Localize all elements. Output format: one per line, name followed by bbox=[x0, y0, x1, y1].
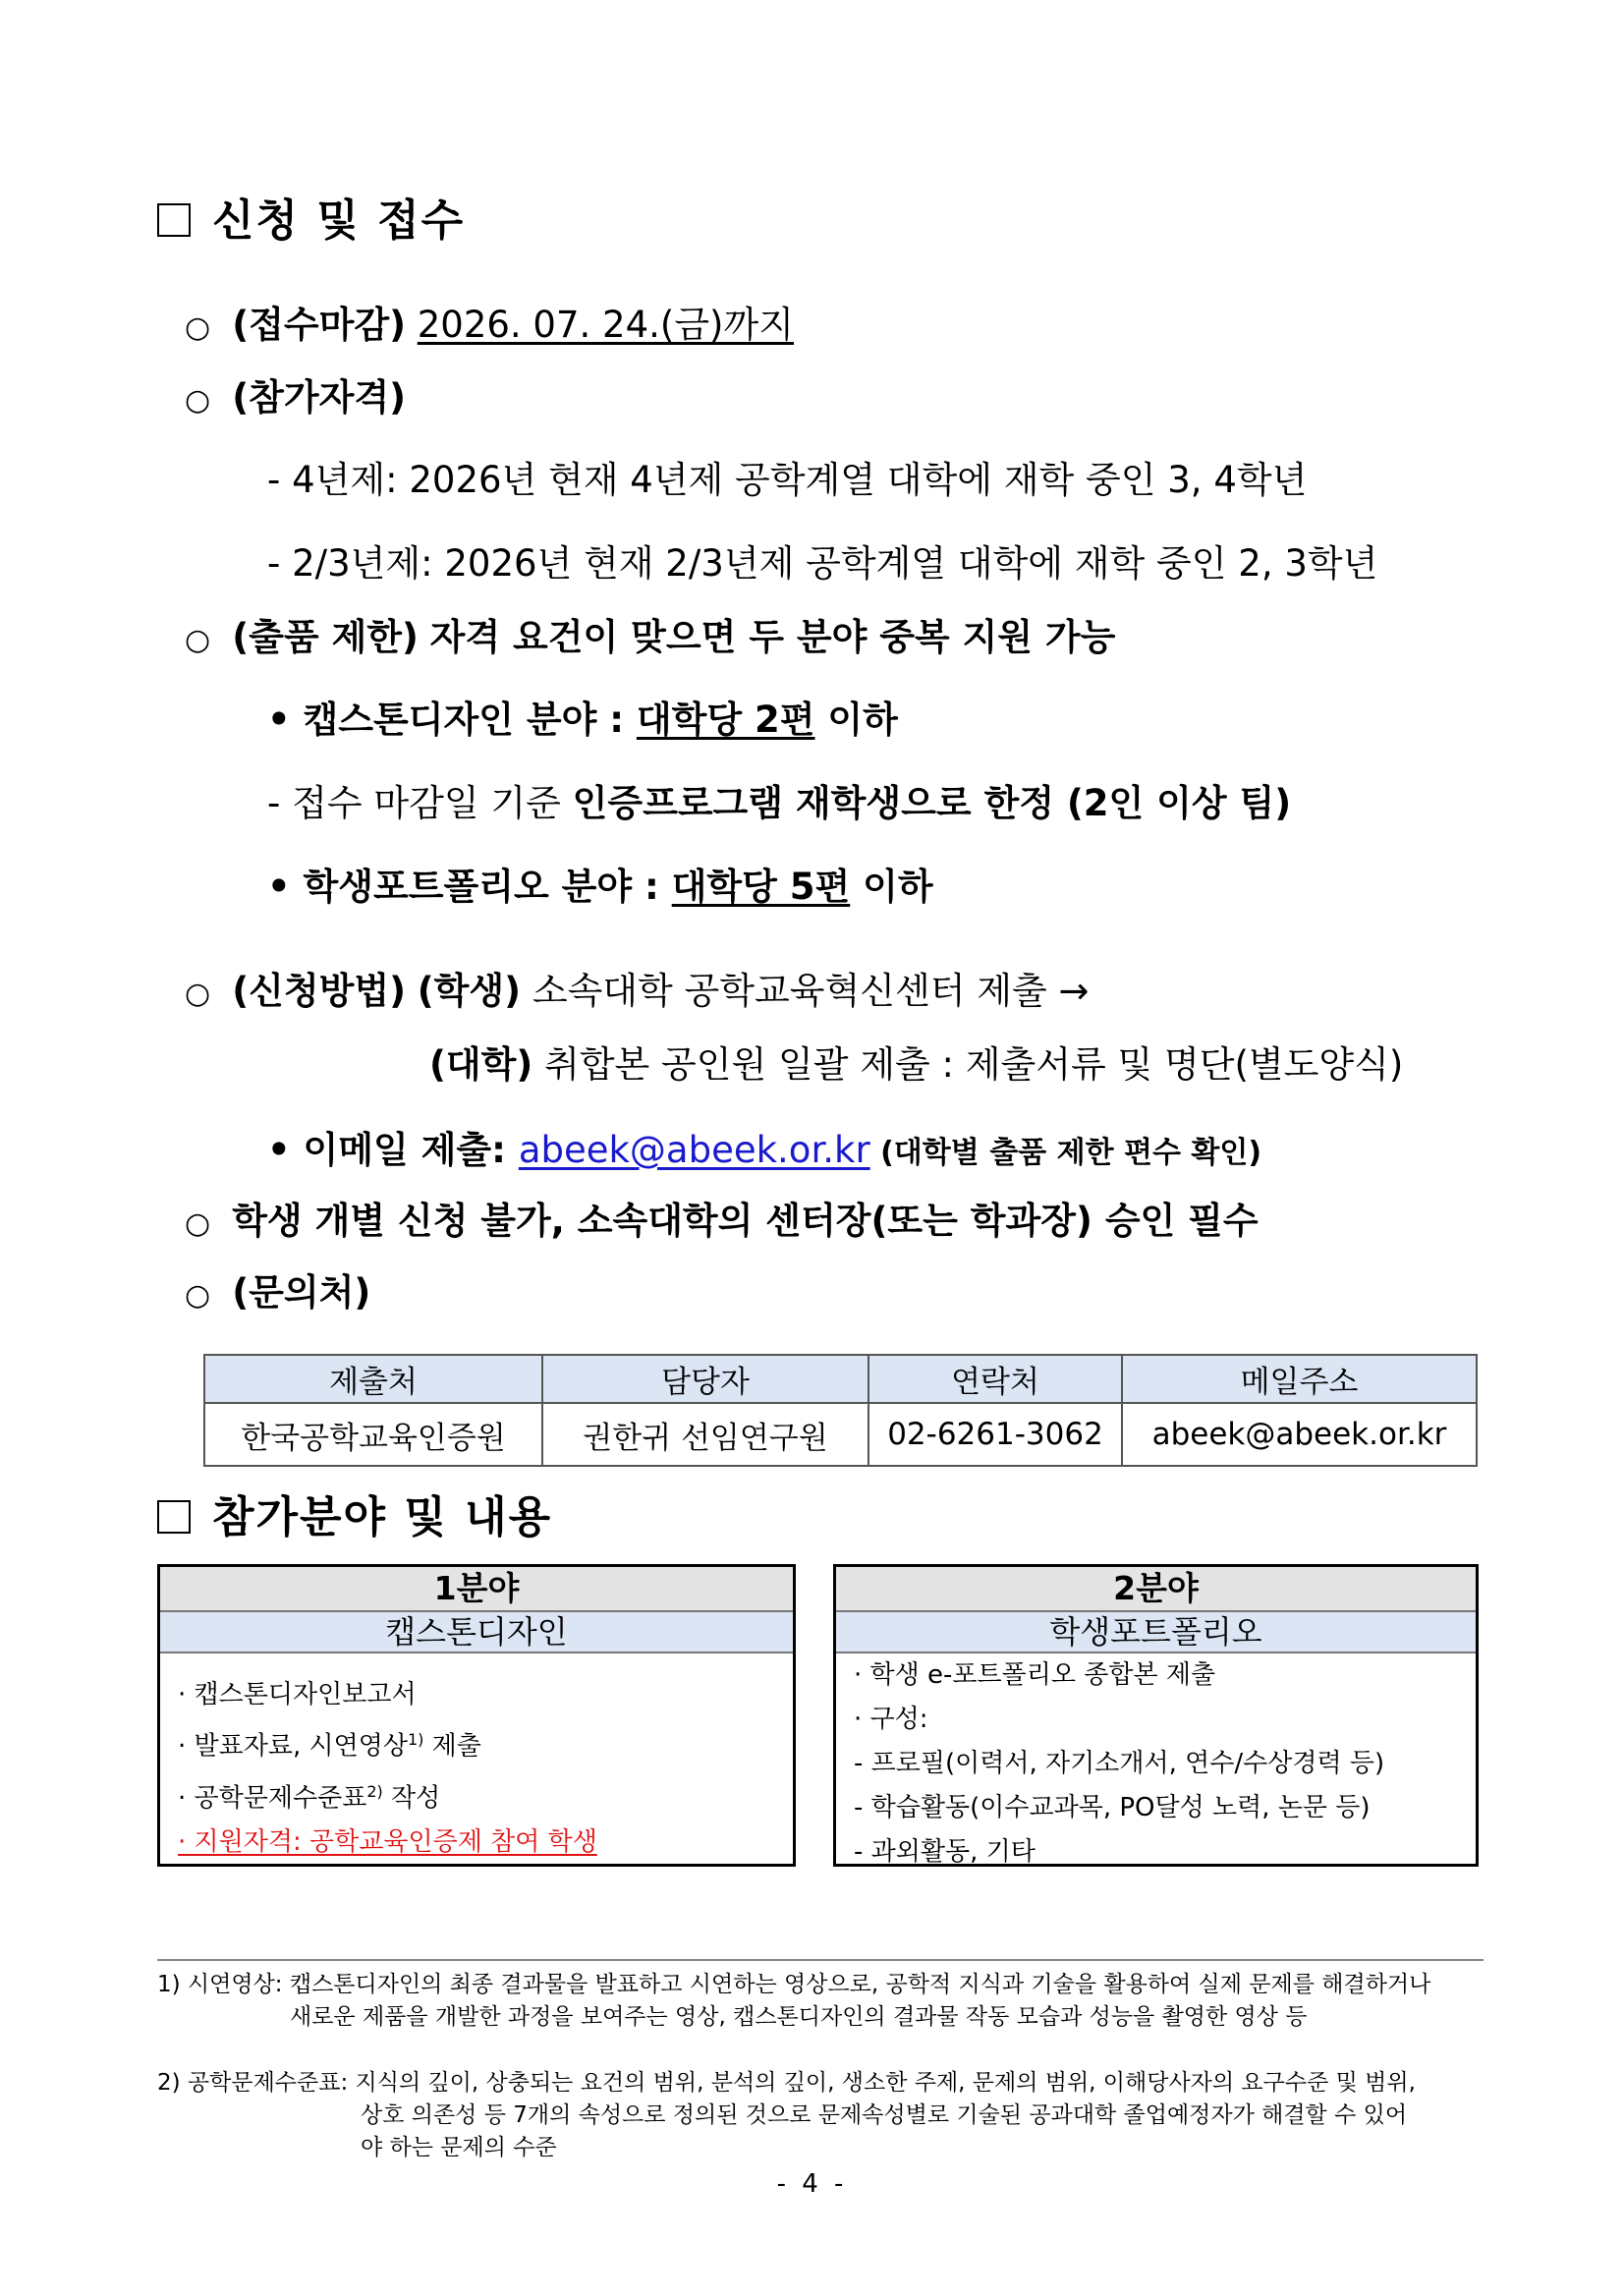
qualification-4yr: - 4년제: 2026년 현재 4년제 공학계열 대학에 재학 중인 3, 4학년 bbox=[267, 459, 1308, 501]
circle-bullet-icon: ○ bbox=[185, 310, 211, 345]
method-line: ○ (신청방법) (학생) 소속대학 공학교육혁신센터 제출 → bbox=[185, 970, 1090, 1012]
footnote-2-line2: 상호 의존성 등 7개의 속성으로 정의된 것으로 문제속성별로 기술된 공과대학 졸업예정자가 해결할 수 있어 bbox=[361, 2102, 1408, 2128]
email-link[interactable]: abeek@abeek.or.kr bbox=[518, 1129, 870, 1171]
list-item: · 구성: bbox=[854, 1705, 928, 1734]
contact-cell-email[interactable]: abeek@abeek.or.kr bbox=[1122, 1403, 1477, 1466]
circle-bullet-icon: ○ bbox=[185, 383, 211, 418]
contact-header-cell: 담당자 bbox=[542, 1355, 868, 1403]
footnote-divider bbox=[157, 1959, 1484, 1961]
contact-cell-person: 권한귀 선임연구원 bbox=[542, 1403, 868, 1466]
page-number: - 4 - bbox=[776, 2169, 848, 2199]
list-item: · 학생 e-포트폴리오 종합본 제출 bbox=[854, 1660, 1216, 1690]
field2-body bbox=[836, 1653, 1476, 1884]
checkbox-square-icon bbox=[157, 1500, 191, 1534]
field1-box bbox=[157, 1564, 796, 1867]
contact-header-cell: 메일주소 bbox=[1122, 1355, 1477, 1403]
list-item: · 발표자료, 시연영상$^{1)}$ 제출 bbox=[178, 1730, 481, 1762]
footnote-2-line1: 2) 공학문제수준표: 지식의 깊이, 상충되는 요건의 범위, 분석의 깊이, 생소한 주제, 문제의 범위, 이해당사자의 요구수준 및 범위, bbox=[157, 2070, 1416, 2096]
portfolio-limit: • 학생포트폴리오 분야 : 대학당 5편 이하 bbox=[267, 866, 933, 908]
contact-header-cell: 연락처 bbox=[868, 1355, 1122, 1403]
contact-cell-org: 한국공학교육인증원 bbox=[204, 1403, 542, 1466]
list-item: - 프로필(이력서, 자기소개서, 연수/수상경력 등) bbox=[854, 1749, 1385, 1778]
list-item: - 과외활동, 기타 bbox=[854, 1837, 1036, 1867]
email-line: • 이메일 제출: abeek@abeek.or.kr (대학별 출품 제한 편수 확인) bbox=[267, 1129, 1262, 1171]
contact-header-cell: 제출처 bbox=[204, 1355, 542, 1403]
field2-head: 2분야 bbox=[836, 1567, 1476, 1612]
capstone-note: - 접수 마감일 기준 인증프로그램 재학생으로 한정 (2인 이상 팀) bbox=[267, 782, 1292, 824]
contact-table-header bbox=[204, 1355, 1477, 1403]
field1-body bbox=[160, 1653, 793, 1875]
list-item: - 학습활동(이수교과목, PO달성 노력, 논문 등) bbox=[854, 1793, 1371, 1822]
table-row bbox=[204, 1403, 1477, 1466]
contact-cell-phone: 02-6261-3062 bbox=[868, 1403, 1122, 1466]
checkbox-square-icon bbox=[157, 203, 191, 237]
field1-sub: 캡스톤디자인 bbox=[160, 1612, 793, 1653]
section-heading-application: 신청 및 접수 bbox=[157, 185, 465, 248]
circle-bullet-icon: ○ bbox=[185, 1206, 211, 1241]
list-item: · 공학문제수준표$^{2)}$ 작성 bbox=[178, 1781, 441, 1814]
section-heading-fields: 참가분야 및 내용 bbox=[157, 1482, 552, 1544]
circle-bullet-icon: ○ bbox=[185, 977, 211, 1011]
limit-line: ○ (출품 제한) 자격 요건이 맞으면 두 분야 중복 지원 가능 bbox=[185, 616, 1116, 658]
individual-note: ○ 학생 개별 신청 불가, 소속대학의 센터장(또는 학과장) 승인 필수 bbox=[185, 1200, 1259, 1242]
field2-sub: 학생포트폴리오 bbox=[836, 1612, 1476, 1653]
capstone-limit: • 캡스톤디자인 분야 : 대학당 2편 이하 bbox=[267, 699, 898, 741]
qualification-23yr: - 2/3년제: 2026년 현재 2/3년제 공학계열 대학에 재학 중인 2, 3학년 bbox=[267, 542, 1378, 585]
circle-bullet-icon: ○ bbox=[185, 1278, 211, 1313]
circle-bullet-icon: ○ bbox=[185, 623, 211, 657]
deadline-value: 2026. 07. 24.(금)까지 bbox=[417, 304, 794, 346]
footnote-1-line2: 새로운 제품을 개발한 과정을 보여주는 영상, 캡스톤디자인의 결과물 작동 모습과 성능을 촬영한 영상 등 bbox=[290, 2004, 1308, 2030]
deadline-line: ○ (접수마감) 2026. 07. 24.(금)까지 bbox=[185, 304, 794, 346]
qualification-line: ○ (참가자격) bbox=[185, 376, 406, 419]
contact-table bbox=[203, 1354, 1478, 1467]
footnote-1-line1: 1) 시연영상: 캡스톤디자인의 최종 결과물을 발표하고 시연하는 영상으로, 공학적 지식과 기술을 활용하여 실제 문제를 해결하거나 bbox=[157, 1972, 1431, 1997]
method-univ-line: (대학) 취합본 공인원 일괄 제출 : 제출서류 및 명단(별도양식) bbox=[429, 1043, 1404, 1086]
contact-line: ○ (문의처) bbox=[185, 1271, 371, 1314]
list-item-eligibility: · 지원자격: 공학교육인증제 참여 학생 bbox=[178, 1827, 597, 1858]
footnote-2-line3: 야 하는 문제의 수준 bbox=[361, 2135, 557, 2160]
list-item: · 캡스톤디자인보고서 bbox=[178, 1680, 417, 1709]
field2-box bbox=[833, 1564, 1479, 1867]
field1-head: 1분야 bbox=[160, 1567, 793, 1612]
